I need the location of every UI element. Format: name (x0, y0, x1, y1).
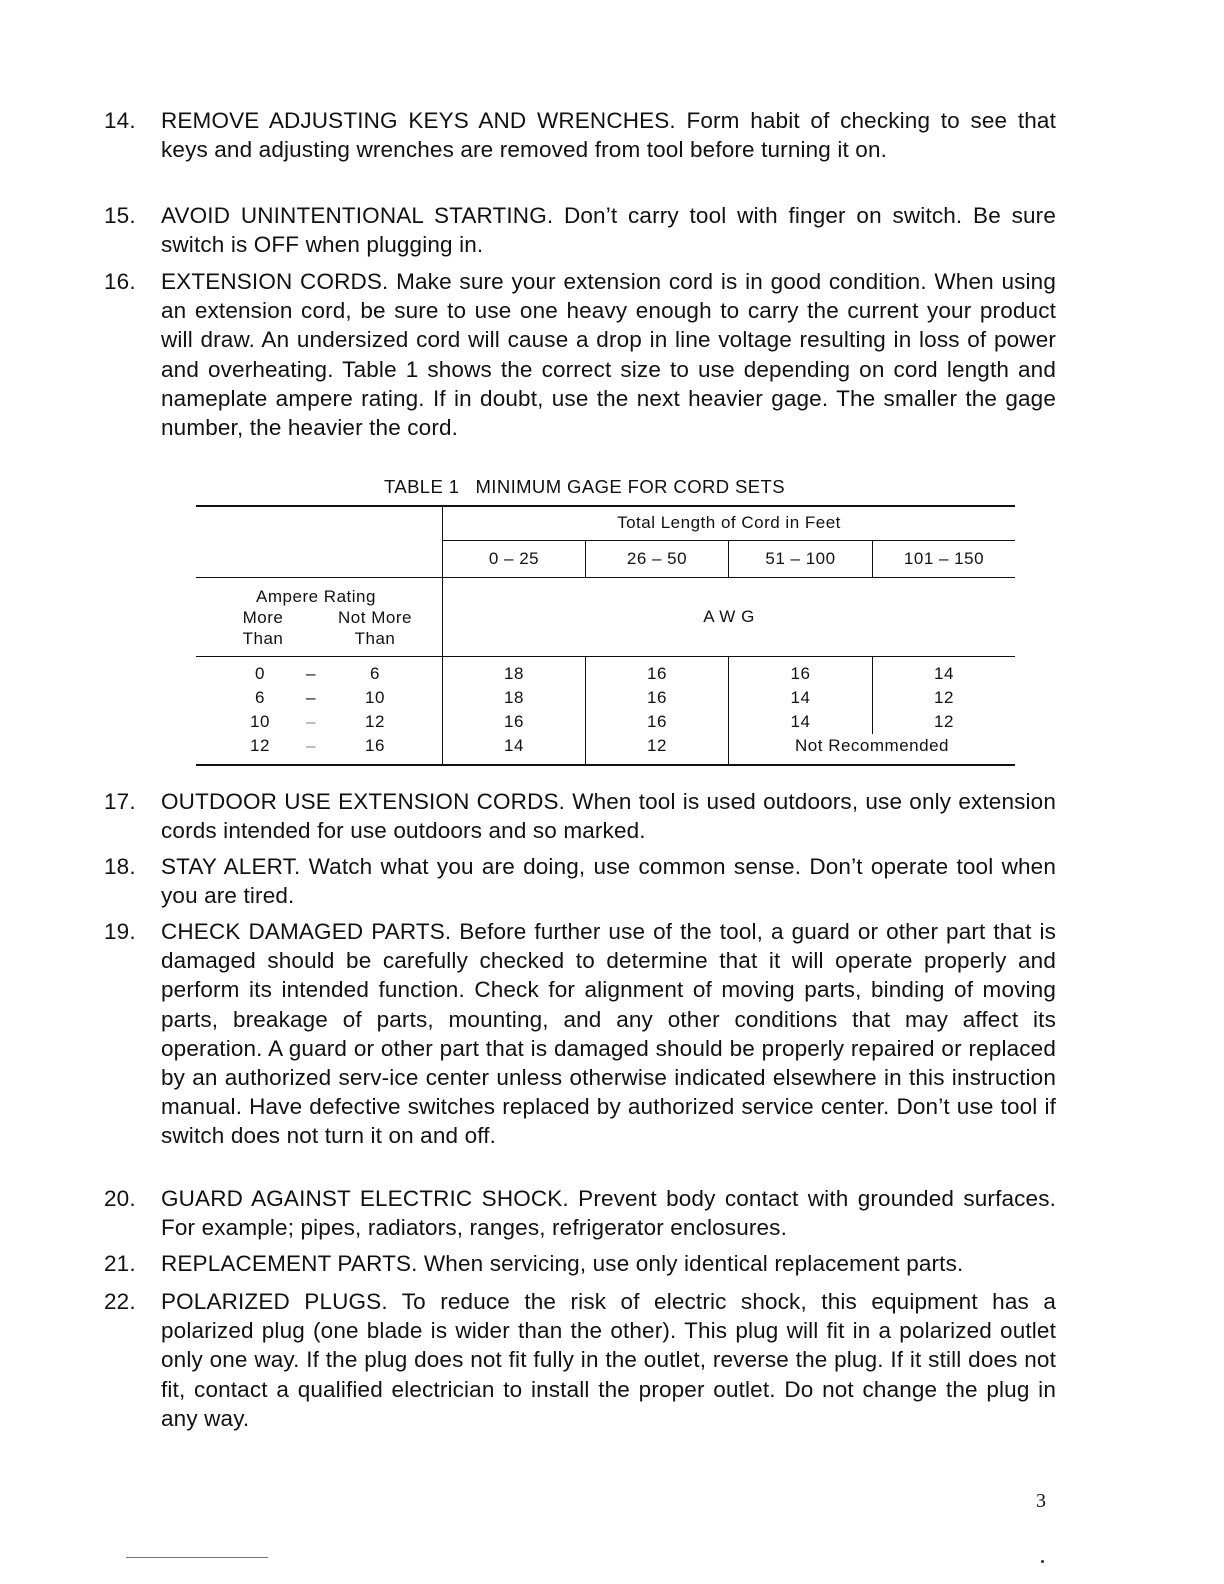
table-rule (728, 656, 729, 765)
item-text: REPLACEMENT PARTS. When servicing, use only identical replacement parts. (161, 1251, 964, 1276)
ampere-dash: – (306, 712, 316, 731)
gage-cell: 14 (934, 664, 954, 683)
table-rule (585, 540, 586, 578)
table-rule (872, 656, 873, 734)
item-number: 21. (104, 1251, 136, 1276)
ampere-from: 10 (250, 712, 270, 731)
table-title: MINIMUM GAGE FOR CORD SETS (475, 476, 785, 497)
table-rule (872, 540, 873, 578)
ampere-from: 0 (255, 664, 265, 683)
ampere-dash: – (306, 736, 316, 755)
item-text: AVOID UNINTENTIONAL STARTING. Don’t carry tool with finger on switch. Be sure switch is OFF when plugging in. (161, 203, 1056, 258)
ampere-to: 10 (365, 688, 385, 707)
list-item (104, 1249, 1056, 1278)
length-header: Total Length of Cord in Feet (617, 513, 841, 532)
more-than-label: Than (242, 629, 284, 648)
not-recommended-cell: Not Recommended (795, 736, 949, 755)
item-number: 16. (104, 269, 136, 294)
length-range: 26 – 50 (626, 549, 688, 568)
awg-label: A W G (703, 607, 755, 626)
ampere-header: Ampere Rating (256, 587, 376, 606)
more-than-label: More (242, 608, 284, 627)
gage-cell: 16 (647, 688, 667, 707)
table-rule (196, 505, 1015, 507)
ampere-dash: – (306, 664, 316, 683)
gage-cell: 14 (504, 736, 524, 755)
ampere-from: 12 (250, 736, 270, 755)
list-item (104, 106, 1056, 164)
list-item (104, 852, 1056, 910)
item-number: 15. (104, 203, 136, 228)
item-text: OUTDOOR USE EXTENSION CORDS. When tool is used outdoors, use only extension cords intended for use outdoors and so marked. (161, 789, 1056, 844)
footer-rule (126, 1557, 268, 1558)
item-text: REMOVE ADJUSTING KEYS AND WRENCHES. Form habit of checking to see that keys and adjusting wrenches are removed from tool before turning it on. (161, 108, 1056, 163)
ampere-dash: – (306, 688, 316, 707)
table-rule (196, 764, 1015, 766)
item-number: 14. (104, 108, 136, 133)
item-text: STAY ALERT. Watch what you are doing, use common sense. Don’t operate tool when you are tired. (161, 854, 1056, 909)
gage-cell: 12 (934, 688, 954, 707)
item-number: 20. (104, 1186, 136, 1211)
gage-cell: 16 (647, 712, 667, 731)
item-number: 18. (104, 854, 136, 879)
not-more-than-label: Than (354, 629, 396, 648)
gage-cell: 16 (790, 664, 811, 683)
gage-cell: 14 (790, 688, 811, 707)
table-rule (442, 505, 443, 765)
list-item (104, 267, 1056, 442)
list-item (104, 1184, 1056, 1242)
gage-cell: 14 (790, 712, 811, 731)
list-item (104, 787, 1056, 845)
gage-cell: 16 (647, 664, 667, 683)
table-label: TABLE 1 (384, 476, 460, 497)
page-number: 3 (1036, 1490, 1046, 1512)
item-number: 17. (104, 789, 136, 814)
table-rule (196, 577, 1015, 578)
table-rule (196, 656, 1015, 657)
item-text: CHECK DAMAGED PARTS. Before further use of the tool, a guard or other part that is damaged should be carefully checked to determine that it will operate properly and perform its intended function. Check for alignment of moving parts, binding of moving parts, breakage of parts, mounting, and any other conditions that may affect its operation. A guard or other part that is damaged should be properly repaired or replaced by an authorized serv-ice center unless otherwise indicated elsewhere in this instruction manual. Have defective switches replaced by authorized service center. Don’t use tool if switch does not turn it on and off. (161, 919, 1056, 1149)
item-text: GUARD AGAINST ELECTRIC SHOCK. Prevent body contact with grounded surfaces. For example; pipes, radiators, ranges, refrigerator enclosures. (161, 1186, 1056, 1241)
item-number: 22. (104, 1289, 136, 1314)
item-number: 19. (104, 919, 136, 944)
list-item (104, 1287, 1056, 1433)
table-rule (585, 656, 586, 765)
footer-mark (1041, 1560, 1044, 1563)
gage-cell: 16 (504, 712, 524, 731)
list-item (104, 917, 1056, 1151)
gage-cell: 18 (504, 688, 524, 707)
item-text: POLARIZED PLUGS. To reduce the risk of electric shock, this equipment has a polarized plug (one blade is wider than the other). This plug will fit in a polarized outlet only one way. If the plug does not fit fully in the outlet, reverse the plug. If it still does not fit, contact a qualified electrician to install the proper outlet. Do not change the plug in any way. (161, 1289, 1056, 1431)
list-item (104, 201, 1056, 259)
ampere-to: 12 (365, 712, 385, 731)
table-caption (384, 475, 785, 499)
length-range: 101 – 150 (903, 549, 985, 568)
length-range: 0 – 25 (488, 549, 540, 568)
gage-cell: 12 (934, 712, 954, 731)
item-text: EXTENSION CORDS. Make sure your extension cord is in good condition. When using an extension cord, be sure to use one heavy enough to carry the current your product will draw. An undersized cord will cause a drop in line voltage resulting in loss of power and overheating. Table 1 shows the correct size to use depending on cord length and nameplate ampere rating. If in doubt, use the next heavier gage. The smaller the gage number, the heavier the cord. (161, 269, 1056, 441)
not-more-than-label: Not More (338, 608, 412, 627)
gage-cell: 18 (504, 664, 524, 683)
table-rule (443, 540, 1015, 541)
ampere-from: 6 (255, 688, 265, 707)
ampere-to: 16 (365, 736, 385, 755)
gage-cell: 12 (647, 736, 667, 755)
ampere-to: 6 (370, 664, 380, 683)
table-rule (728, 540, 729, 578)
length-range: 51 – 100 (765, 549, 836, 568)
